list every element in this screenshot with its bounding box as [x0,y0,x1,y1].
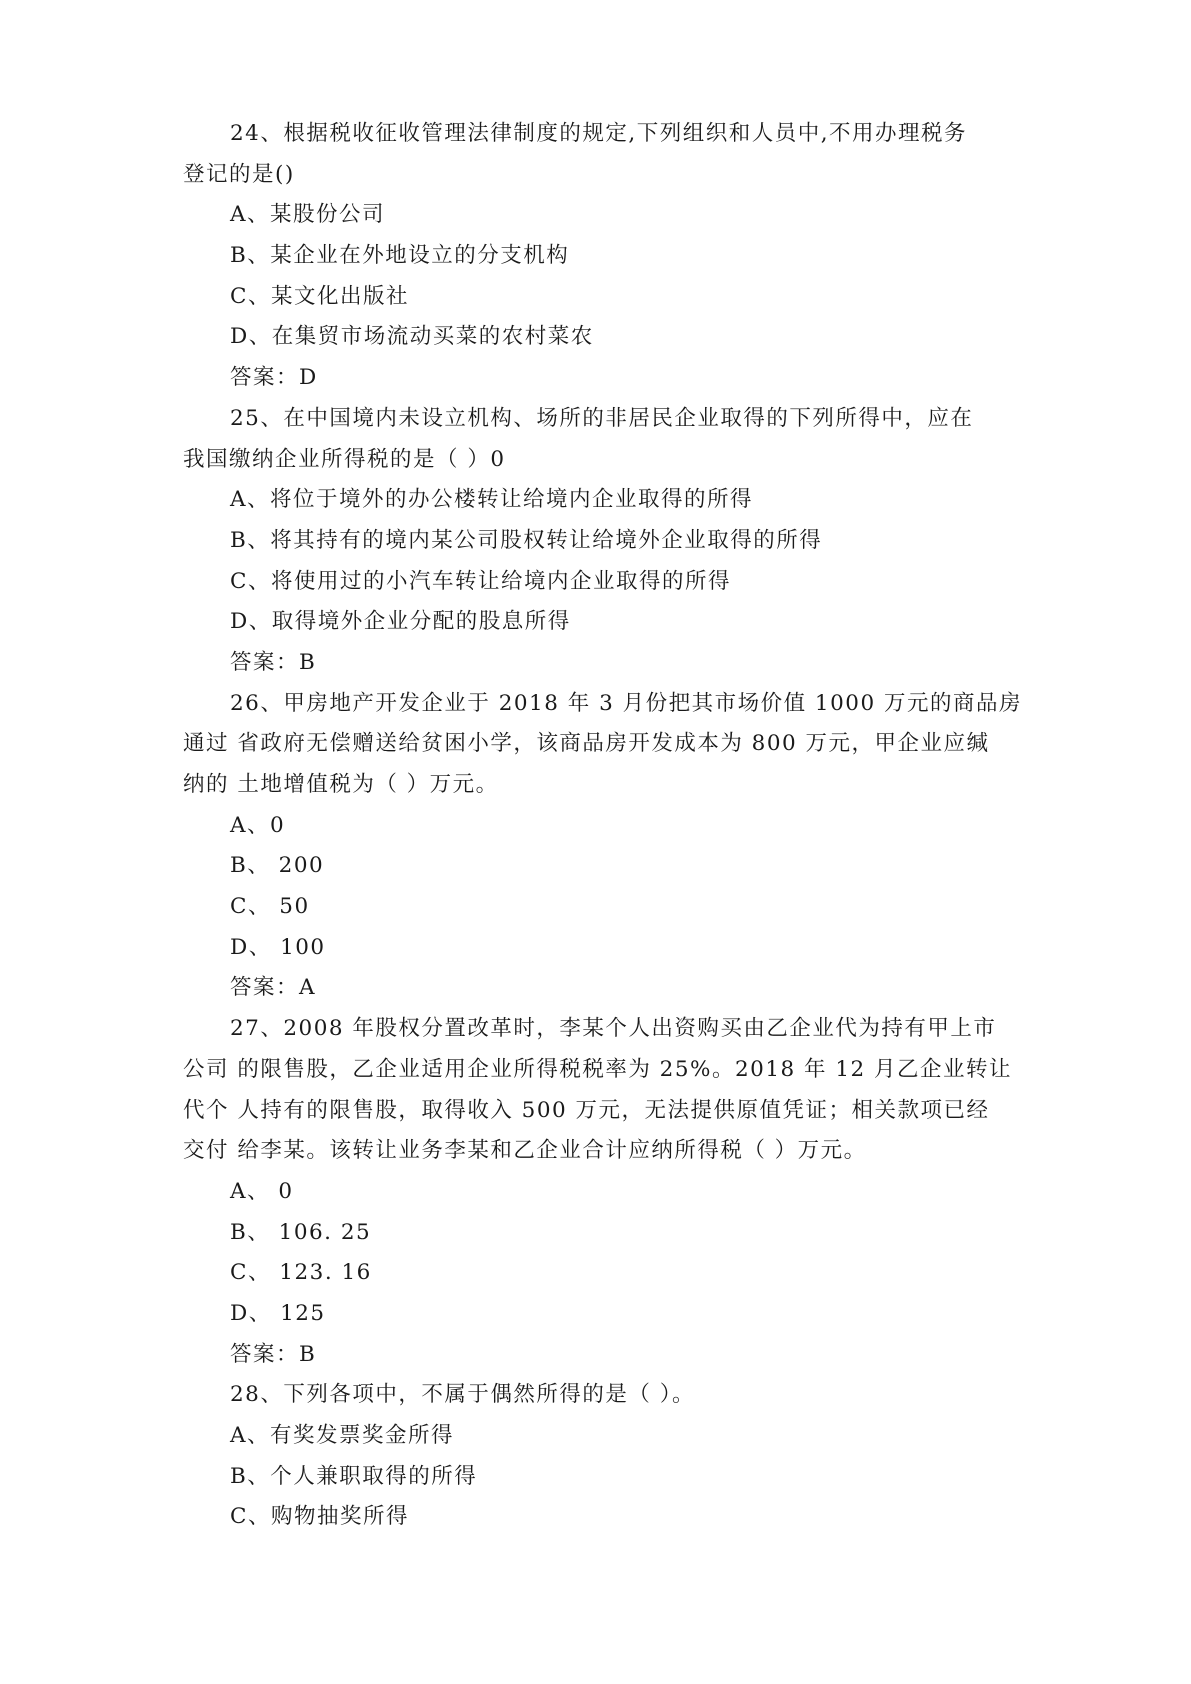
question-27-line-1: 27、2008 年股权分置改革时，李某个人出资购买由乙企业代为持有甲上市 [230,1016,997,1042]
question-25-answer: 答案：B [230,649,317,675]
question-28-option-a: A、有奖发票奖金所得 [230,1423,455,1448]
question-24-option-c: C、某文化出版社 [230,283,409,309]
question-27-option-d: D、 125 [230,1300,326,1326]
question-27-answer: 答案：B [230,1341,317,1367]
question-24-answer: 答案：D [230,365,318,391]
question-26-line-1: 26、甲房地产开发企业于 2018 年 3 月份把其市场价值 1000 万元的商品房 [230,690,1022,716]
question-25-option-a: A、将位于境外的办公楼转让给境内企业取得的所得 [230,487,754,513]
question-26-line-2: 通过 省政府无偿赠送给贫困小学，该商品房开发成本为 800 万元，甲企业应缄 [183,731,990,757]
question-24-option-a: A、某股份公司 [230,202,386,228]
question-27-option-a: A、 0 [230,1178,294,1204]
question-26-line-3: 纳的 土地增值税为（ ）万元。 [183,772,499,797]
question-27-line-2: 公司 的限售股，乙企业适用企业所得税税率为 25%。2018 年 12 月乙企业转让 [183,1056,1013,1082]
question-24-option-b: B、某企业在外地设立的分支机构 [230,243,570,269]
question-26-answer: 答案：A [230,975,317,1001]
question-24-line-1: 24、根据税收征收管理法律制度的规定,下列组织和人员中,不用办理税务 [230,121,968,146]
question-27-option-b: B、 106. 25 [230,1219,372,1245]
question-26-option-d: D、 100 [230,934,326,960]
question-26-option-a: A、0 [230,812,286,838]
question-24-option-d: D、在集贸市场流动买菜的农村菜农 [230,324,594,350]
question-24-line-2: 登记的是() [183,161,295,187]
question-25-line-1: 25、在中国境内未设立机构、场所的非居民企业取得的下列所得中，应在 [230,405,974,431]
question-28-option-b: B、个人兼职取得的所得 [230,1463,478,1489]
question-28-option-c: C、购物抽奖所得 [230,1504,409,1530]
question-28-line-1: 28、下列各项中，不属于偶然所得的是（ ）。 [230,1382,695,1408]
question-25-option-b: B、将其持有的境内某公司股权转让给境外企业取得的所得 [230,527,823,553]
question-26-option-c: C、 50 [230,894,310,920]
question-27-line-4: 交付 给李某。该转让业务李某和乙企业合计应纳所得税（ ）万元。 [183,1138,867,1164]
question-26-option-b: B、 200 [230,853,325,879]
question-27-option-c: C、 123. 16 [230,1260,372,1286]
question-27-line-3: 代个 人持有的限售股，取得收入 500 万元，无法提供原值凭证；相关款项已经 [183,1097,990,1123]
question-25-option-c: C、将使用过的小汽车转让给境内企业取得的所得 [230,568,731,594]
question-25-line-2: 我国缴纳企业所得税的是（ ）0 [183,446,506,472]
document-body [183,114,1022,1538]
question-25-option-d: D、取得境外企业分配的股息所得 [230,609,571,635]
